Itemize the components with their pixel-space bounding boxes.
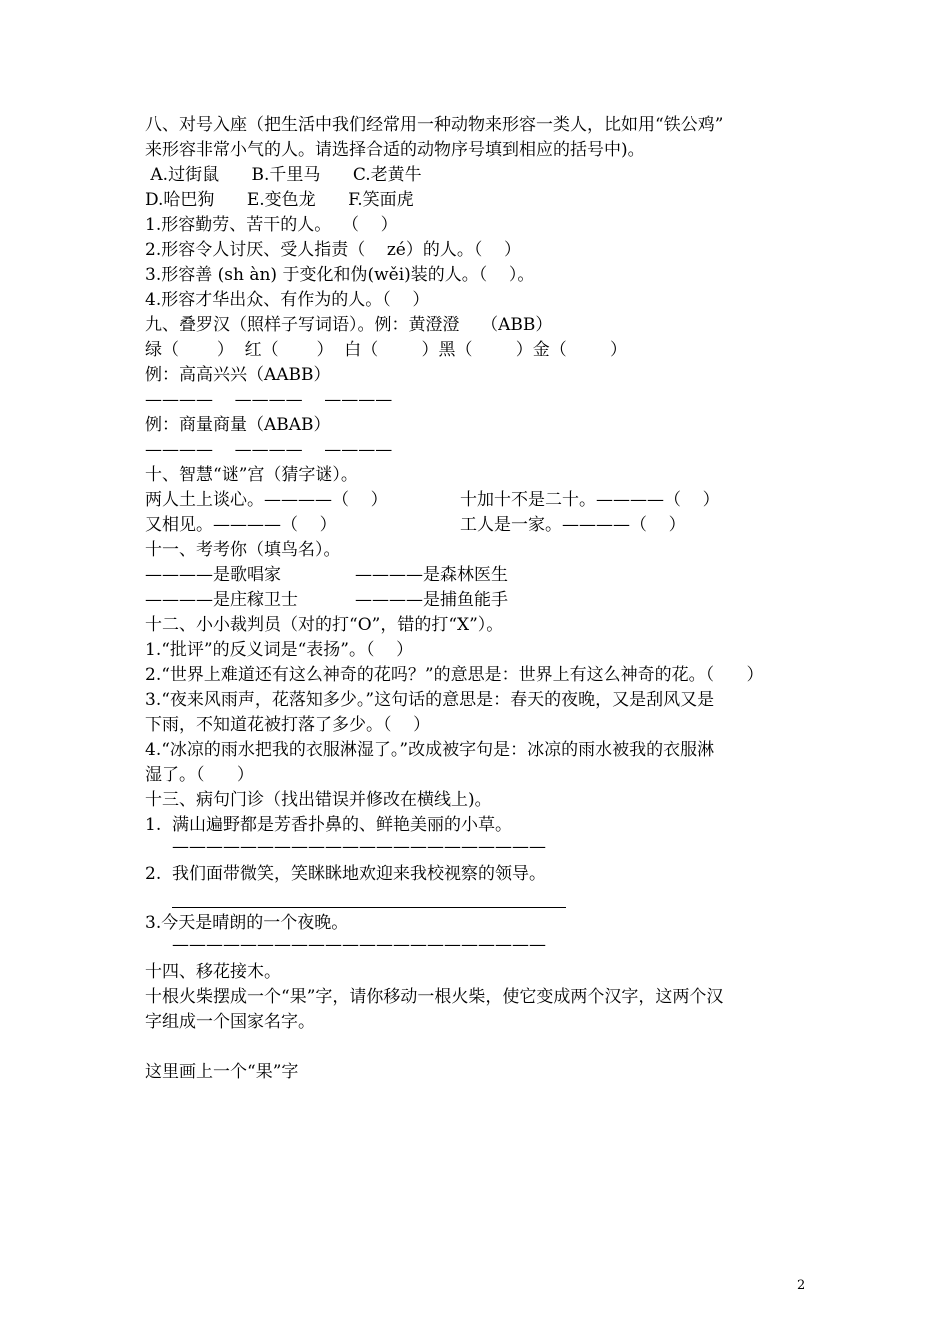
sentence-2: 2. 我们面带微笑，笑眯眯地欢迎来我校视察的领导。: [145, 864, 547, 884]
sentence-3: 3.今天是晴朗的一个夜晚。: [145, 913, 349, 933]
answer-line-1: ——————————————————————: [172, 837, 546, 857]
sentence-1: 1. 满山遍野都是芳香扑鼻的、鲜艳美丽的小草。: [145, 815, 513, 835]
judge-3b: 下雨，不知道花被打落了多少。（ ）: [145, 715, 431, 735]
section-8-question-1: 1.形容勤劳、苦干的人。 （ ）: [145, 215, 398, 235]
judge-1: 1.“批评”的反义词是“表扬”。（ ）: [145, 640, 414, 660]
section-13-title: 十三、病句门诊（找出错误并修改在横线上)。: [145, 790, 492, 810]
riddle-1: 两人土上谈心。————（ ）: [145, 490, 388, 510]
section-9-example-aabb: 例：高高兴兴（AABB）: [145, 365, 331, 385]
section-9-title: 九、叠罗汉（照样子写词语）。例：黄澄澄 （ABB）: [145, 315, 553, 335]
section-8-question-2: 2.形容令人讨厌、受人指责（ zé）的人。（ ）: [145, 240, 521, 260]
bird-4: ————是捕鱼能手: [355, 590, 508, 610]
riddle-3: 又相见。————（ ）: [145, 515, 337, 535]
draw-here-label: 这里画上一个“果”字: [145, 1062, 299, 1082]
section-10-title: 十、智慧“谜”宫（猜字谜）。: [145, 465, 358, 485]
section-8-options-1: A.过街鼠 B.千里马 C.老黄牛: [145, 165, 422, 185]
section-8-question-4: 4.形容才华出众、有作为的人。（ ）: [145, 290, 430, 310]
section-8-title: 八、对号入座（把生活中我们经常用一种动物来形容一类人，比如用“铁公鸡”: [145, 115, 724, 135]
page-number: 2: [797, 1278, 806, 1293]
section-9-blank-line-1: ———— ———— ————: [145, 390, 393, 410]
section-8-title-cont: 来形容非常小气的人。请选择合适的动物序号填到相应的括号中)。: [145, 140, 645, 160]
bird-2: ————是森林医生: [355, 565, 508, 585]
answer-line-2: [172, 907, 566, 908]
section-9-colors: 绿（ ） 红（ ） 白（ ）黑（ ）金（ ）: [145, 340, 627, 360]
bird-3: ————是庄稼卫士: [145, 590, 298, 610]
section-14-body-a: 十根火柴摆成一个“果”字，请你移动一根火柴，使它变成两个汉字，这两个汉: [145, 987, 724, 1007]
judge-3a: 3.“夜来风雨声，花落知多少。”这句话的意思是：春天的夜晚，又是刮风又是: [145, 690, 715, 710]
judge-4b: 湿了。（ ）: [145, 765, 254, 785]
judge-2: 2.“世界上难道还有这么神奇的花吗？”的意思是：世界上有这么神奇的花。（ ）: [145, 665, 764, 685]
answer-line-3: ——————————————————————: [172, 935, 546, 955]
section-14-title: 十四、移花接木。: [145, 962, 281, 982]
section-12-title: 十二、小小裁判员（对的打“O”，错的打“X”）。: [145, 615, 504, 635]
section-14-body-b: 字组成一个国家名字。: [145, 1012, 315, 1032]
riddle-4: 工人是一家。————（ ）: [460, 515, 686, 535]
bird-1: ————是歌唱家: [145, 565, 281, 585]
section-9-example-abab: 例：商量商量（ABAB）: [145, 415, 331, 435]
section-8-options-2: D.哈巴狗 E.变色龙 F.笑面虎: [145, 190, 414, 210]
riddle-2: 十加十不是二十。————（ ）: [460, 490, 720, 510]
section-8-question-3: 3.形容善 (sh àn) 于变化和伪(wěi)装的人。（ ）。: [145, 265, 535, 285]
section-9-blank-line-2: ———— ———— ————: [145, 440, 393, 460]
section-11-title: 十一、考考你（填鸟名）。: [145, 540, 341, 560]
judge-4a: 4.“冰凉的雨水把我的衣服淋湿了。”改成被字句是：冰凉的雨水被我的衣服淋: [145, 740, 715, 760]
